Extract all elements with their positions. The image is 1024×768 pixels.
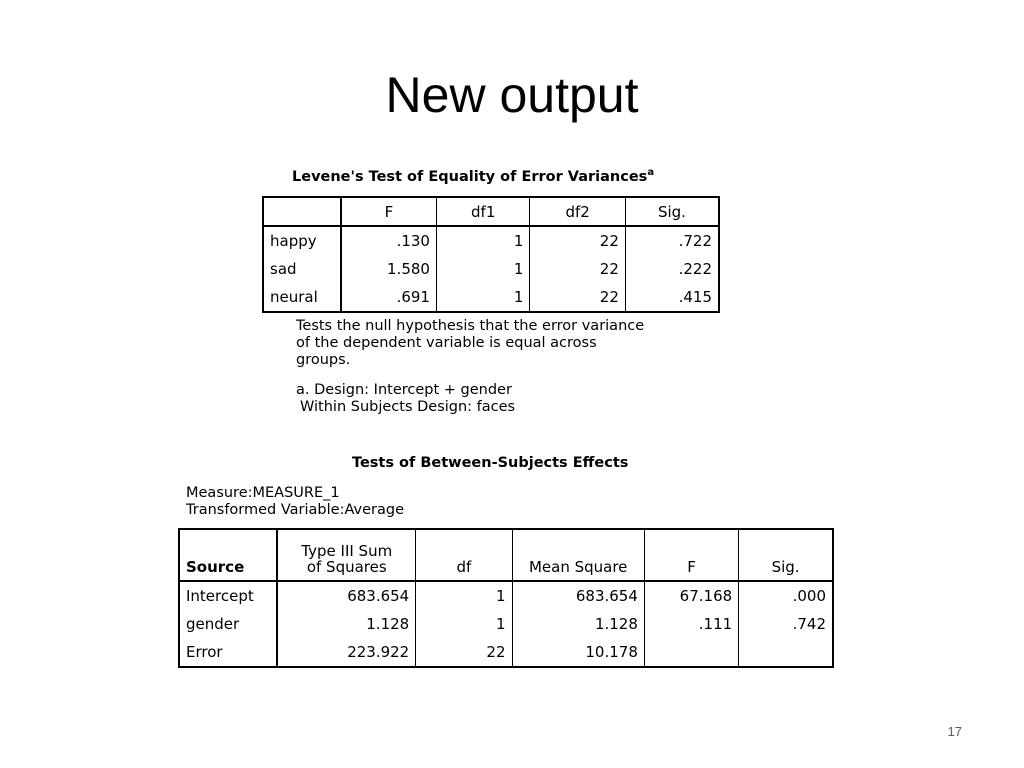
levene-header-sig: Sig. [625,197,719,226]
levene-note-line: groups. [296,352,351,368]
cell-sig: .742 [739,610,833,638]
between-header-ss-line1: Type III Sum [301,542,393,560]
table-row [179,610,833,638]
cell-f: .130 [341,226,437,255]
cell-f: .691 [341,283,437,312]
levene-header-df2: df2 [530,197,625,226]
cell-df2: 22 [530,283,625,312]
cell-df2: 22 [530,226,625,255]
cell-f [644,638,738,667]
cell-sig [739,638,833,667]
levene-table [262,196,720,313]
levene-footnote [296,382,515,416]
between-measure-block [186,485,404,519]
row-label: Intercept [186,587,254,605]
cell-ss: 223.922 [277,638,415,667]
levene-header-row [263,197,719,226]
cell-ms: 683.654 [512,581,644,610]
cell-f: 1.580 [341,255,437,283]
between-header-row [179,529,833,581]
between-header-ms: Mean Square [512,529,644,581]
table-row [263,255,719,283]
cell-sig: .222 [625,255,719,283]
levene-caption-text: Levene's Test of Equality of Error Variances [292,169,648,185]
levene-note [296,318,644,369]
levene-footnote-line: Within Subjects Design: faces [300,399,516,415]
levene-caption-footnote-mark: a [647,167,655,178]
cell-sig: .415 [625,283,719,312]
table-row [179,581,833,610]
between-table [178,528,834,668]
cell-df2: 22 [530,255,625,283]
between-header-source: Source [179,529,277,581]
row-label: sad [263,255,341,283]
cell-ss: 683.654 [277,581,415,610]
table-row [263,283,719,312]
row-label: happy [263,226,341,255]
levene-note-line: Tests the null hypothesis that the error variance [296,318,645,334]
cell-sig: .000 [739,581,833,610]
cell-ms: 10.178 [512,638,644,667]
cell-df: 1 [416,581,512,610]
between-header-ss [277,529,415,581]
table-row [179,638,833,667]
cell-df1: 1 [436,226,529,255]
cell-sig: .722 [625,226,719,255]
cell-f: .111 [644,610,738,638]
cell-df1: 1 [436,283,529,312]
between-header-sig: Sig. [739,529,833,581]
row-label: Error [186,643,223,661]
row-label: neural [263,283,341,312]
cell-df: 22 [416,638,512,667]
levene-header-empty [263,197,341,226]
table-row [263,226,719,255]
between-transformed: Transformed Variable:Average [186,502,404,518]
row-label: gender [186,615,240,633]
levene-header-f: F [341,197,437,226]
cell-ms: 1.128 [512,610,644,638]
between-header-df: df [416,529,512,581]
cell-df: 1 [416,610,512,638]
page-number: 17 [947,724,962,739]
between-header-ss-line2: of Squares [306,558,387,576]
between-caption: Tests of Between-Subjects Effects [352,455,629,471]
between-measure: Measure:MEASURE_1 [186,485,340,501]
levene-caption [292,167,654,185]
between-header-f: F [644,529,738,581]
slide-title: New output [385,67,639,123]
cell-ss: 1.128 [277,610,415,638]
cell-f: 67.168 [644,581,738,610]
levene-header-df1: df1 [436,197,529,226]
levene-note-line: of the dependent variable is equal across [296,335,597,351]
levene-footnote-line: a. Design: Intercept + gender [296,382,512,398]
cell-df1: 1 [436,255,529,283]
